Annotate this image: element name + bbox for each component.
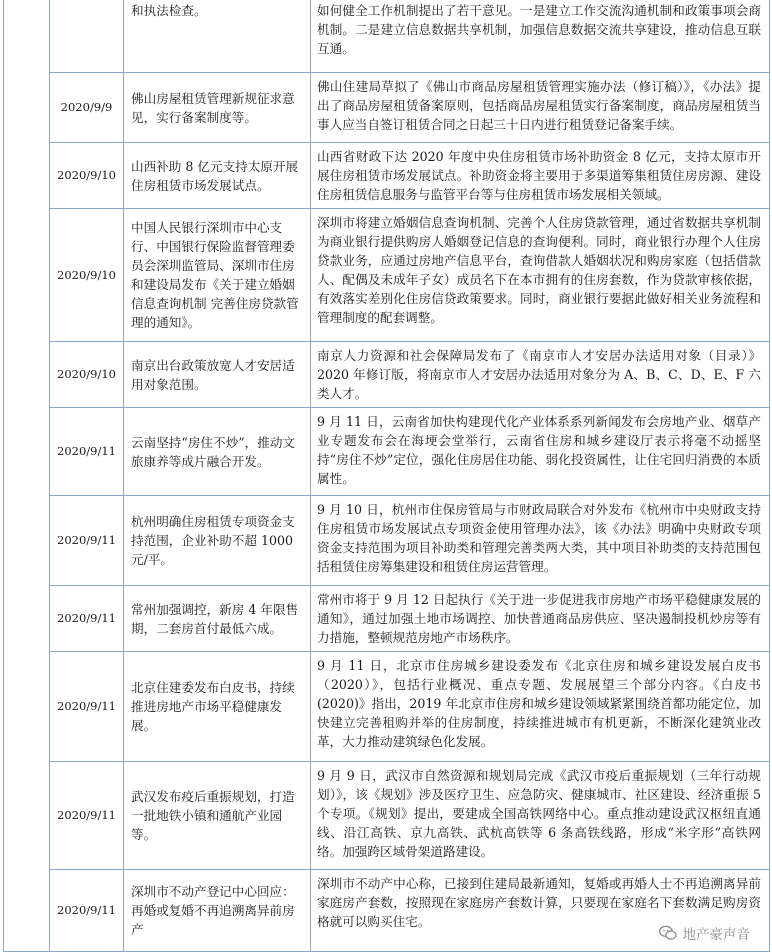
date-cell: 2020/9/10 <box>50 209 124 342</box>
event-cell: 深圳市不动产登记中心回应：再婚或复婚不再追溯离异前房产 <box>124 870 311 952</box>
date-cell: 2020/9/11 <box>50 870 124 952</box>
detail-cell: 9 月 9 日，武汉市自然资源和规划局完成《武汉市疫后重振规划（三年行动规划）》，该《规划》涉及医疗卫生、应急防灾、健康城市、社区建设、经济重振 5 个专项。《规划》提出，要建成全国高铁网络中心。重点推动建设武汉枢纽直通线、沿江高铁、京九高铁、武杭高铁等 6 条高铁线路，形成“米字形”高铁网络。加强跨区域骨架道路建设。 <box>311 762 770 870</box>
detail-cell: 9 月 10 日，杭州市住保房管局与市财政局联合对外发布《杭州市中央财政支持住房租赁市场发展试点专项资金使用管理办法》，该《办法》明确中央财政专项资金支持范围为项目补助类和管理完善类两大类，其中项目补助类的支持范围包括租赁住房筹集建设和租赁住房运营管理。 <box>311 496 770 586</box>
detail-cell: 佛山住建局草拟了《佛山市商品房屋租赁管理实施办法（修订稿）》，《办法》提出了商品房屋租赁备案原则，包括商品房屋租赁实行备案制度，商品房屋租赁当事人应当自签订租赁合同之日起三十日内进行租赁登记备案手续。 <box>311 73 770 143</box>
date-cell: 2020/9/11 <box>50 652 124 762</box>
date-cell: 2020/9/11 <box>50 586 124 652</box>
date-cell: 2020/9/11 <box>50 408 124 496</box>
table-row <box>4 586 770 652</box>
event-cell: 山西补助 8 亿元支持太原开展住房租赁市场发展试点。 <box>124 143 311 209</box>
event-cell: 武汉发布疫后重振规划，打造一批地铁小镇和通航产业园等。 <box>124 762 311 870</box>
wechat-bubble-icon <box>658 923 678 943</box>
event-cell: 佛山房屋租赁管理新规征求意见，实行备案制度等。 <box>124 73 311 143</box>
table-row <box>4 408 770 496</box>
detail-cell: 如何健全工作机制提出了若干意见。一是建立工作交流沟通机制和政策事项会商机制。二是建立信息数据共享机制，加强信息数据交流共享建设，推动信息互联互通。 <box>311 0 770 73</box>
table-row <box>4 143 770 209</box>
table-row <box>4 209 770 342</box>
event-cell: 和执法检查。 <box>124 0 311 73</box>
date-cell: 2020/9/10 <box>50 342 124 408</box>
date-cell: 2020/9/11 <box>50 496 124 586</box>
event-cell: 常州加强调控，新房 4 年限售期，二套房首付最低六成。 <box>124 586 311 652</box>
table-row <box>4 0 770 73</box>
table-row <box>4 652 770 762</box>
watermark-text: 地产豪声音 <box>682 927 750 943</box>
event-cell: 云南坚持“房住不炒”，推动文旅康养等成片融合开发。 <box>124 408 311 496</box>
table-row <box>4 496 770 586</box>
policy-events-table <box>3 0 770 952</box>
table-row <box>4 342 770 408</box>
detail-cell: 山西省财政下达 2020 年度中央住房租赁市场补助资金 8 亿元，支持太原市开展住房租赁市场发展试点。补助资金将主要用于多渠道筹集租赁住房房源、建设住房租赁信息服务与监管平台等与住房租赁市场发展相关领域。 <box>311 143 770 209</box>
detail-cell: 南京人力资源和社会保障局发布了《南京市人才安居办法适用对象（目录）》2020 年修订版，将南京市人才安居办法适用对象分为 A、B、C、D、E、F 六类人才。 <box>311 342 770 408</box>
event-cell: 北京住建委发布白皮书，持续推进房地产市场平稳健康发展。 <box>124 652 311 762</box>
event-cell: 南京出台政策放宽人才安居适用对象范围。 <box>124 342 311 408</box>
table-row <box>4 73 770 143</box>
date-cell: 2020/9/10 <box>50 143 124 209</box>
detail-cell: 深圳市不动产中心称，已接到住建局最新通知，复婚或再婚人士不再追溯离异前家庭房产套数，按照现在家庭房产套数计算，只要现在家庭名下套数满足购房资格就可以购买住宅。 <box>311 870 770 952</box>
table-row <box>4 762 770 870</box>
detail-cell: 深圳市将建立婚姻信息查询机制、完善个人住房贷款管理，通过省数据共享机制为商业银行提供购房人婚姻登记信息的查询便利。同时，商业银行办理个人住房贷款业务，应通过房地产信息平台，查询借款人婚姻状况和购房家庭（包括借款人、配偶及未成年子女）成员名下在本市拥有的住房套数，作为贷款审核依据，有效落实差别化住房信贷政策要求。同时，商业银行要据此做好相关业务流程和管理制度的配套调整。 <box>311 209 770 342</box>
event-cell: 中国人民银行深圳市中心支行、中国银行保险监督管理委员会深圳监管局、深圳市住房和建设局发布《关于建立婚姻信息查询机制 完善住房贷款管理的通知》。 <box>124 209 311 342</box>
event-cell: 杭州明确住房租赁专项资金支持范围，企业补助不超 1000 元/平。 <box>124 496 311 586</box>
source-watermark <box>654 922 755 944</box>
date-cell <box>50 0 124 73</box>
row-gutter-cell <box>4 0 50 952</box>
detail-cell: 常州市将于 9 月 12 日起执行《关于进一步促进我市房地产市场平稳健康发展的通知》，通过加强土地市场调控、加快普通商品房供应、坚决遏制投机炒房等有力措施，整顿规范房地产市场秩序。 <box>311 586 770 652</box>
date-cell: 2020/9/11 <box>50 762 124 870</box>
detail-cell: 9 月 11 日，北京市住房城乡建设委发布《北京住房和城乡建设发展白皮书（2020）》，包括行业概况、重点专题、发展展望三个部分内容。《白皮书 (2020)》指出，2019 年北京市住房和城乡建设领域紧紧围绕首都功能定位，加快建立完善租购并举的住房制度，持续推进城市有机更新，不断深化建筑业改革，大力推动建筑绿色化发展。 <box>311 652 770 762</box>
date-cell: 2020/9/9 <box>50 73 124 143</box>
detail-cell: 9 月 11 日，云南省加快构建现代化产业体系系列新闻发布会房地产业、烟草产业专题发布会在海埂会堂举行，云南省住房和城乡建设厅表示将毫不动摇坚持“房住不炒”定位，强化住房居住功能、弱化投资属性，让住宅回归消费的本质属性。 <box>311 408 770 496</box>
